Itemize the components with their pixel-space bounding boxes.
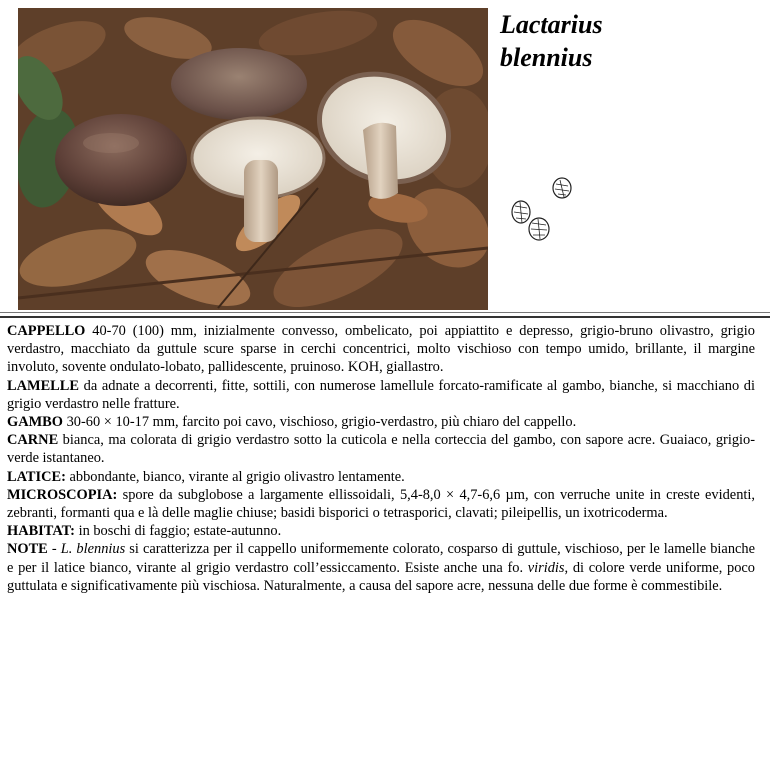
lamelle-text: da adnate a decorrenti, fitte, sottili, con numerose lamellule forcato-ramificate al gambo, bianche, si macchiano di grigio verdastro nelle fratture. [7,377,755,412]
microscopia-text: spore da subglobose a largamente ellissoidali, 5,4-8,0 × 4,7-6,6 µm, con verruche unite in creste evidenti, zebranti, formanti qua e là delle maglie chiuse; basidi bisporici o tetrasporici, clavati; pileipellis, un ixotricoderma. [7,486,755,522]
spore-drawings-icon [506,172,576,247]
title-epithet: blennius [500,43,593,72]
species-description [7,322,755,595]
section-carne [7,431,755,467]
note-text-c: , di colore verde uniforme, poco guttulata e significativamente più vischiosa. Naturalmente, a causa del sapore acre, nessuna delle due forme è commestibile. [7,559,755,594]
note-label: NOTE [7,541,48,558]
note-text-b: si caratterizza per il cappello uniformemente colorato, cosparso di guttule, vischioso, per le lamelle bianche e per il latice bianco, virante al grigio verdastro coll’essiccamento. Esiste anche una fo. [7,541,755,576]
lamelle-label: LAMELLE [7,377,79,394]
mushroom-photo-illustration [18,8,488,310]
habitat-label: HABITAT: [7,523,75,540]
section-habitat [7,522,755,540]
cappello-label: CAPPELLO [7,323,86,339]
microscopia-label: MICROSCOPIA: [7,486,118,503]
section-gambo [7,413,755,431]
latice-text: abbondante, bianco, virante al grigio olivastro lentamente. [65,468,405,485]
species-title [500,8,603,74]
latice-label: LATICE: [7,468,66,485]
section-latice [7,468,755,486]
cappello-text: 40-70 (100) mm, inizialmente convesso, ombelicato, poi appiattito e depresso, grigio-bruno olivastro, grigio verdastro, macchiato da guttule scure sparse in cerchi concentrici, molto vischioso con tempo umido, brillante, il margine involuto, sovente ondulato-lobato, pallidescente, pruinoso. KOH, giallastro. [7,323,755,376]
gambo-text: 30-60 × 10-17 mm, farcito poi cavo, vischioso, grigio-verdastro, più chiaro del cappello. [62,414,577,431]
divider-thin [0,312,770,313]
section-note [7,540,755,595]
section-cappello [7,322,755,377]
carne-label: CARNE [7,432,59,449]
title-genus: Lactarius [500,10,603,39]
note-variety: viridis [527,559,565,576]
gambo-label: GAMBO [7,414,63,431]
carne-text: bianca, ma colorata di grigio verdastro sotto la cuticola e nella corteccia del gambo, con sapore acre. Guaiaco, grigio-verde istantaneo. [7,432,755,467]
divider-thick [0,316,770,318]
note-species: L. blennius [60,541,126,558]
section-lamelle [7,377,755,413]
mushroom-photo [18,8,488,310]
section-microscopia [7,486,755,522]
habitat-text: in boschi di faggio; estate-autunno. [74,523,282,540]
note-text-a: - [47,541,61,558]
